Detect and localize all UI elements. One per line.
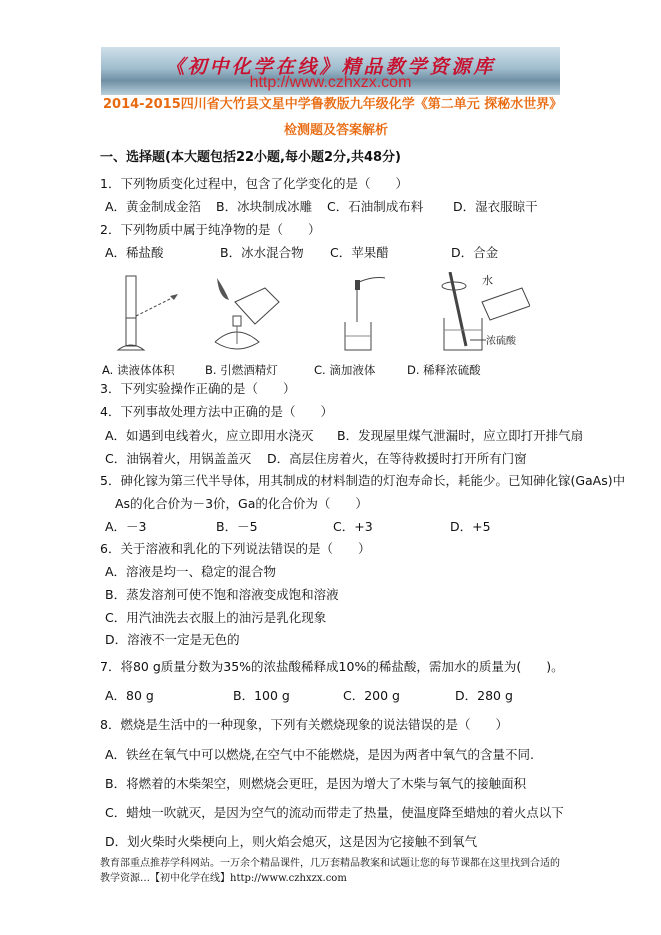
label-water: 水	[482, 274, 493, 287]
doc-title-line2: 检测题及答案解析	[284, 123, 389, 138]
figure-caption-d: D. 稀释浓硫酸	[407, 363, 481, 377]
dropper-figure	[335, 272, 415, 354]
q6-stem: 6．关于溶液和乳化的下列说法错误的是（ ）	[100, 541, 371, 556]
q4-option-b: B．发现屋里煤气泄漏时，应立即打开排气扇	[337, 428, 584, 443]
banner-url: http://www.czhxzx.com	[249, 74, 412, 91]
q1-option-d: D．湿衣服晾干	[453, 199, 538, 214]
q1-stem: 1．下列物质变化过程中，包含了化学变化的是（ ）	[100, 176, 408, 191]
q6-option-b: B．蒸发溶剂可使不饱和溶液变成饱和溶液	[105, 587, 339, 602]
banner-title: 《初中化学在线》精品教学资源库	[165, 56, 496, 78]
q7-option-c: C．200 g	[343, 688, 400, 703]
q6-option-c: C．用汽油洗去衣服上的油污是乳化现象	[105, 610, 327, 625]
figure-caption-a: A. 读液体体积	[102, 363, 175, 377]
q8-option-a: A．铁丝在氧气中可以燃烧,在空气中不能燃烧，是因为两者中氧气的含量不同.	[105, 747, 534, 762]
q4-stem: 4．下列事故处理方法中正确的是（ ）	[100, 404, 333, 419]
q8-option-d: D．划火柴时火柴梗向上，则火焰会熄灭，这是因为它接触不到氧气	[105, 834, 478, 849]
footer-line1: 教育部重点推荐学科网站。一万余个精品课件，几万套精品教案和试题让您的每节课都在这里找到合适的	[100, 858, 560, 869]
q2-option-d: D．合金	[451, 245, 499, 260]
q5-option-d: D．+5	[450, 519, 491, 534]
footer-line2: 教学资源…【初中化学在线】http://www.czhxzx.com	[100, 873, 347, 884]
q6-option-a: A．溶液是均一、稳定的混合物	[105, 564, 277, 579]
q8-option-b: B．将燃着的木柴架空，则燃烧会更旺，是因为增大了木柴与氧气的接触面积	[105, 776, 527, 791]
q5-option-a: A．－3	[105, 519, 147, 534]
q7-option-d: D．280 g	[455, 688, 513, 703]
q3-stem: 3．下列实验操作正确的是（ ）	[100, 381, 296, 396]
q5-stem-line2: As的化合价为－3价，Ga的化合价为（ ）	[115, 496, 368, 511]
q1-option-a: A．黄金制成金箔	[105, 199, 202, 214]
q4-option-d: D．高层住房着火，在等待救援时打开所有门窗	[267, 451, 527, 466]
q2-option-c: C．苹果醋	[330, 245, 389, 260]
q1-option-c: C．石油制成布料	[327, 199, 424, 214]
q7-stem: 7．将80 g质量分数为35%的浓盐酸稀释成10%的稀盐酸，需加水的质量为( )。	[100, 659, 564, 674]
q7-option-b: B．100 g	[233, 688, 290, 703]
q8-option-c: C．蜡烛一吹就灭，是因为空气的流动而带走了热量，使温度降至蜡烛的着火点以下	[105, 805, 564, 820]
header-banner	[101, 47, 560, 95]
figure-caption-c: C. 滴加液体	[314, 363, 376, 377]
q4-option-c: C．油锅着火，用锅盖盖灭	[105, 451, 252, 466]
q5-option-b: B．－5	[216, 519, 258, 534]
q7-option-a: A．80 g	[105, 688, 154, 703]
section-heading: 一、选择题(本大题包括22小题,每小题2分,共48分)	[100, 150, 401, 165]
figure-caption-b: B. 引燃酒精灯	[205, 363, 278, 377]
dilute-acid-figure	[430, 272, 530, 354]
alcohol-lamp-figure	[205, 272, 285, 354]
q2-option-a: A．稀盐酸	[105, 245, 164, 260]
q1-option-b: B．冰块制成冰雕	[216, 199, 313, 214]
graduated-cylinder-figure	[110, 272, 190, 354]
q4-option-a: A．如遇到电线着火，应立即用水浇灭	[105, 428, 314, 443]
q5-stem-line1: 5．砷化镓为第三代半导体，用其制成的材料制造的灯泡寿命长，耗能少。已知砷化镓(GaAs)中	[100, 473, 626, 488]
q2-option-b: B．冰水混合物	[220, 245, 304, 260]
label-conc-acid: 浓硫酸	[486, 336, 516, 347]
doc-title-line1: 2014-2015四川省大竹县文星中学鲁教版九年级化学《第二单元 探秘水世界》	[103, 97, 563, 112]
q5-option-c: C．+3	[333, 519, 373, 534]
q6-option-d: D．溶液不一定是无色的	[105, 632, 240, 647]
q2-stem: 2．下列物质中属于纯净物的是（ ）	[100, 222, 321, 237]
q8-stem: 8．燃烧是生活中的一种现象，下列有关燃烧现象的说法错误的是（ ）	[100, 717, 508, 732]
